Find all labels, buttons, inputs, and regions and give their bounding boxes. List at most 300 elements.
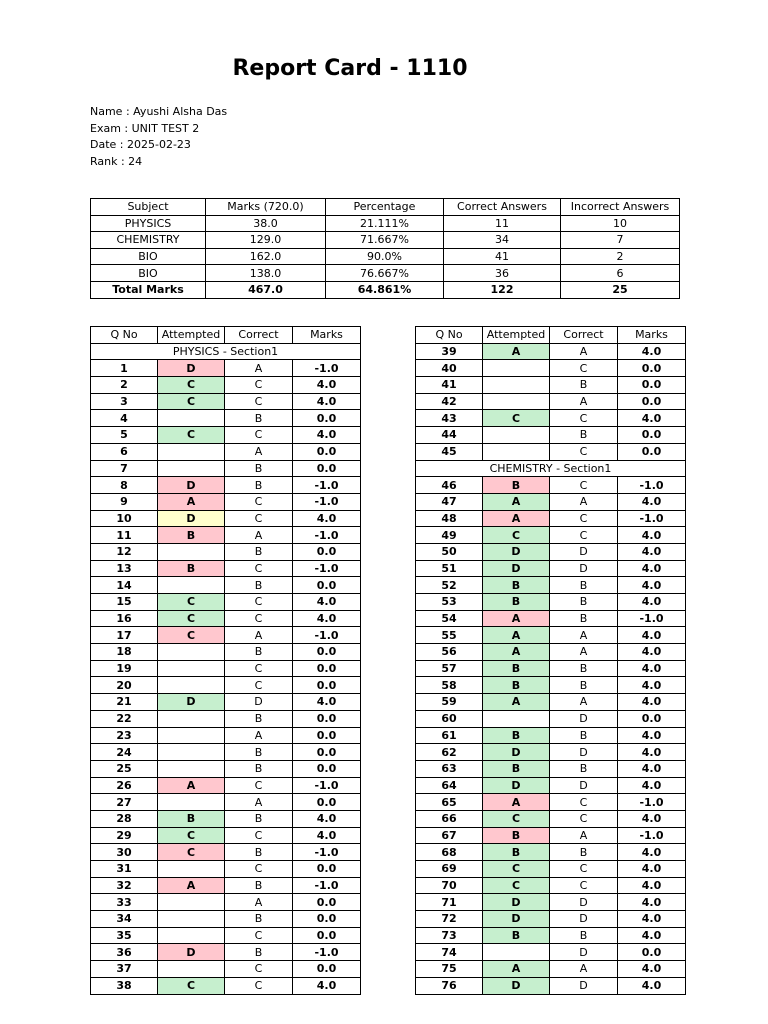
answer-row xyxy=(416,410,686,427)
attempted-answer xyxy=(158,727,225,744)
answer-row xyxy=(91,410,361,427)
correct-answer: A xyxy=(225,443,293,460)
question-number: 33 xyxy=(91,894,158,911)
correct-answer: C xyxy=(225,510,293,527)
question-number: 6 xyxy=(91,443,158,460)
correct-answer: D xyxy=(550,911,618,928)
correct-answer: A xyxy=(225,360,293,377)
question-number: 61 xyxy=(416,727,483,744)
correct-answer: D xyxy=(550,560,618,577)
marks: 0.0 xyxy=(618,393,686,410)
answer-row xyxy=(416,944,686,961)
question-number: 67 xyxy=(416,827,483,844)
question-number: 76 xyxy=(416,977,483,994)
attempted-answer: A xyxy=(483,343,550,360)
correct-answer: A xyxy=(225,894,293,911)
attempted-answer: C xyxy=(158,393,225,410)
correct-answer: C xyxy=(550,877,618,894)
answer-row xyxy=(91,961,361,978)
answer-row xyxy=(91,560,361,577)
marks: 4.0 xyxy=(293,510,361,527)
answer-row xyxy=(91,460,361,477)
answer-row xyxy=(416,427,686,444)
summary-cell: 41 xyxy=(444,248,561,265)
correct-answer: B xyxy=(550,727,618,744)
question-number: 15 xyxy=(91,594,158,611)
correct-answer: C xyxy=(550,360,618,377)
marks: 4.0 xyxy=(618,343,686,360)
correct-answer: B xyxy=(550,377,618,394)
marks: 4.0 xyxy=(618,744,686,761)
answer-header-row xyxy=(416,327,686,344)
marks: -1.0 xyxy=(293,360,361,377)
answer-row xyxy=(91,777,361,794)
correct-answer: B xyxy=(225,477,293,494)
summary-header-incorrect: Incorrect Answers xyxy=(561,199,680,216)
marks: 4.0 xyxy=(618,927,686,944)
question-number: 72 xyxy=(416,911,483,928)
answer-row xyxy=(91,677,361,694)
marks: 4.0 xyxy=(618,410,686,427)
attempted-answer: C xyxy=(158,844,225,861)
correct-answer: C xyxy=(550,810,618,827)
answer-row xyxy=(416,577,686,594)
summary-cell: 129.0 xyxy=(206,232,326,249)
summary-cell: 38.0 xyxy=(206,215,326,232)
marks: 4.0 xyxy=(618,627,686,644)
marks: -1.0 xyxy=(293,777,361,794)
correct-answer: C xyxy=(225,660,293,677)
attempted-answer: A xyxy=(483,794,550,811)
question-number: 14 xyxy=(91,577,158,594)
summary-cell: BIO xyxy=(91,248,206,265)
attempted-answer: B xyxy=(158,810,225,827)
question-number: 27 xyxy=(91,794,158,811)
correct-answer: C xyxy=(225,927,293,944)
correct-answer: A xyxy=(550,694,618,711)
answer-row xyxy=(91,427,361,444)
correct-answer: B xyxy=(225,644,293,661)
marks: -1.0 xyxy=(293,844,361,861)
answer-row xyxy=(416,677,686,694)
attempted-answer: B xyxy=(483,677,550,694)
answer-row xyxy=(91,727,361,744)
attempted-answer: A xyxy=(158,493,225,510)
marks: 4.0 xyxy=(618,577,686,594)
marks: 0.0 xyxy=(293,410,361,427)
marks: 4.0 xyxy=(618,527,686,544)
question-number: 46 xyxy=(416,477,483,494)
summary-header-correct: Correct Answers xyxy=(444,199,561,216)
correct-answer: B xyxy=(225,577,293,594)
question-number: 7 xyxy=(91,460,158,477)
answer-row xyxy=(416,493,686,510)
attempted-answer xyxy=(483,360,550,377)
question-number: 75 xyxy=(416,961,483,978)
marks: 4.0 xyxy=(618,760,686,777)
answer-row xyxy=(91,610,361,627)
attempted-answer: C xyxy=(158,427,225,444)
summary-total-cell: 122 xyxy=(444,281,561,298)
question-number: 29 xyxy=(91,827,158,844)
question-number: 47 xyxy=(416,493,483,510)
header-attempted: Attempted xyxy=(158,327,225,344)
correct-answer: C xyxy=(550,794,618,811)
correct-answer: C xyxy=(225,560,293,577)
correct-answer: D xyxy=(550,744,618,761)
section-title: CHEMISTRY - Section1 xyxy=(416,460,686,477)
marks: 4.0 xyxy=(618,644,686,661)
marks: 0.0 xyxy=(293,727,361,744)
answer-row xyxy=(91,594,361,611)
answer-row xyxy=(91,527,361,544)
marks: 4.0 xyxy=(618,493,686,510)
summary-cell: 71.667% xyxy=(326,232,444,249)
marks: 0.0 xyxy=(618,377,686,394)
answer-row xyxy=(416,510,686,527)
correct-answer: C xyxy=(550,477,618,494)
header-correct: Correct xyxy=(550,327,618,344)
question-number: 18 xyxy=(91,644,158,661)
attempted-answer: B xyxy=(483,594,550,611)
attempted-answer: B xyxy=(483,660,550,677)
marks: -1.0 xyxy=(618,827,686,844)
question-number: 66 xyxy=(416,810,483,827)
attempted-answer: C xyxy=(483,410,550,427)
summary-cell: 10 xyxy=(561,215,680,232)
marks: 4.0 xyxy=(618,810,686,827)
correct-answer: A xyxy=(225,727,293,744)
attempted-answer: A xyxy=(483,961,550,978)
question-number: 40 xyxy=(416,360,483,377)
attempted-answer xyxy=(158,744,225,761)
question-number: 64 xyxy=(416,777,483,794)
question-number: 58 xyxy=(416,677,483,694)
marks: -1.0 xyxy=(293,944,361,961)
answer-row xyxy=(416,527,686,544)
summary-cell: 138.0 xyxy=(206,265,326,282)
attempted-answer xyxy=(483,393,550,410)
marks: -1.0 xyxy=(618,610,686,627)
marks: 0.0 xyxy=(618,710,686,727)
correct-answer: C xyxy=(225,427,293,444)
answer-row xyxy=(91,577,361,594)
correct-answer: A xyxy=(550,343,618,360)
attempted-answer xyxy=(158,577,225,594)
correct-answer: C xyxy=(550,410,618,427)
marks: 4.0 xyxy=(618,961,686,978)
marks: 4.0 xyxy=(293,810,361,827)
marks: 4.0 xyxy=(618,877,686,894)
question-number: 32 xyxy=(91,877,158,894)
marks: 0.0 xyxy=(293,543,361,560)
question-number: 45 xyxy=(416,443,483,460)
question-number: 52 xyxy=(416,577,483,594)
attempted-answer: B xyxy=(483,827,550,844)
question-number: 9 xyxy=(91,493,158,510)
answer-row xyxy=(91,660,361,677)
correct-answer: B xyxy=(225,944,293,961)
answer-row xyxy=(416,927,686,944)
attempted-answer: D xyxy=(158,694,225,711)
question-number: 19 xyxy=(91,660,158,677)
correct-answer: D xyxy=(550,977,618,994)
correct-answer: B xyxy=(225,911,293,928)
summary-row xyxy=(91,215,680,232)
summary-total-cell: 25 xyxy=(561,281,680,298)
attempted-answer: C xyxy=(158,594,225,611)
answer-row xyxy=(416,777,686,794)
correct-answer: B xyxy=(550,677,618,694)
summary-cell: PHYSICS xyxy=(91,215,206,232)
question-number: 43 xyxy=(416,410,483,427)
attempted-answer xyxy=(158,710,225,727)
question-number: 71 xyxy=(416,894,483,911)
question-number: 35 xyxy=(91,927,158,944)
attempted-answer xyxy=(158,961,225,978)
answer-row xyxy=(91,543,361,560)
answer-row xyxy=(416,360,686,377)
answer-row xyxy=(91,944,361,961)
correct-answer: B xyxy=(225,410,293,427)
attempted-answer: A xyxy=(158,777,225,794)
correct-answer: D xyxy=(550,710,618,727)
attempted-answer xyxy=(158,644,225,661)
exam-date: Date : 2025-02-23 xyxy=(90,138,191,152)
marks: -1.0 xyxy=(293,560,361,577)
attempted-answer: C xyxy=(483,527,550,544)
answer-row xyxy=(91,760,361,777)
attempted-answer: C xyxy=(158,377,225,394)
summary-cell: CHEMISTRY xyxy=(91,232,206,249)
question-number: 16 xyxy=(91,610,158,627)
answer-row xyxy=(416,760,686,777)
answer-table-left xyxy=(90,326,361,995)
question-number: 24 xyxy=(91,744,158,761)
correct-answer: C xyxy=(225,493,293,510)
question-number: 28 xyxy=(91,810,158,827)
attempted-answer: B xyxy=(158,527,225,544)
summary-cell: 36 xyxy=(444,265,561,282)
attempted-answer: C xyxy=(483,877,550,894)
attempted-answer: D xyxy=(483,560,550,577)
attempted-answer xyxy=(483,710,550,727)
correct-answer: B xyxy=(550,844,618,861)
correct-answer: A xyxy=(550,393,618,410)
marks: 4.0 xyxy=(618,660,686,677)
attempted-answer: B xyxy=(483,727,550,744)
marks: 4.0 xyxy=(293,977,361,994)
attempted-answer xyxy=(158,677,225,694)
answer-row xyxy=(91,510,361,527)
question-number: 49 xyxy=(416,527,483,544)
header-marks: Marks xyxy=(618,327,686,344)
summary-total-cell: 64.861% xyxy=(326,281,444,298)
answer-row xyxy=(91,710,361,727)
marks: -1.0 xyxy=(618,794,686,811)
marks: 0.0 xyxy=(293,861,361,878)
question-number: 70 xyxy=(416,877,483,894)
correct-answer: B xyxy=(550,760,618,777)
marks: 0.0 xyxy=(293,760,361,777)
attempted-answer: C xyxy=(158,827,225,844)
answer-row xyxy=(416,894,686,911)
question-number: 54 xyxy=(416,610,483,627)
answer-row xyxy=(416,644,686,661)
correct-answer: B xyxy=(225,844,293,861)
marks: 4.0 xyxy=(618,777,686,794)
answer-row xyxy=(91,627,361,644)
question-number: 62 xyxy=(416,744,483,761)
attempted-answer: D xyxy=(483,744,550,761)
summary-cell: 6 xyxy=(561,265,680,282)
correct-answer: C xyxy=(225,377,293,394)
correct-answer: C xyxy=(225,861,293,878)
correct-answer: B xyxy=(550,427,618,444)
correct-answer: B xyxy=(550,927,618,944)
marks: -1.0 xyxy=(618,510,686,527)
question-number: 38 xyxy=(91,977,158,994)
correct-answer: B xyxy=(550,610,618,627)
answer-row xyxy=(416,477,686,494)
attempted-answer: B xyxy=(483,927,550,944)
marks: 4.0 xyxy=(293,393,361,410)
summary-cell: 7 xyxy=(561,232,680,249)
answer-row xyxy=(91,744,361,761)
question-number: 5 xyxy=(91,427,158,444)
answer-row xyxy=(91,644,361,661)
header-correct: Correct xyxy=(225,327,293,344)
attempted-answer xyxy=(158,410,225,427)
answer-rows-right xyxy=(416,343,686,994)
marks: 4.0 xyxy=(618,911,686,928)
attempted-answer xyxy=(158,927,225,944)
marks: 0.0 xyxy=(293,677,361,694)
marks: -1.0 xyxy=(293,493,361,510)
marks: 0.0 xyxy=(618,944,686,961)
question-number: 36 xyxy=(91,944,158,961)
attempted-answer xyxy=(158,794,225,811)
summary-cell: BIO xyxy=(91,265,206,282)
attempted-answer: A xyxy=(483,510,550,527)
correct-answer: D xyxy=(550,777,618,794)
attempted-answer: B xyxy=(483,760,550,777)
attempted-answer: D xyxy=(483,543,550,560)
correct-answer: A xyxy=(225,627,293,644)
attempted-answer xyxy=(483,377,550,394)
answer-row xyxy=(91,810,361,827)
summary-header-row xyxy=(91,199,680,216)
answer-row xyxy=(416,794,686,811)
marks: 4.0 xyxy=(618,861,686,878)
answer-row xyxy=(416,977,686,994)
section-header-row xyxy=(91,343,361,360)
correct-answer: B xyxy=(225,810,293,827)
answer-row xyxy=(416,710,686,727)
attempted-answer: D xyxy=(158,944,225,961)
answer-row xyxy=(416,877,686,894)
marks: 0.0 xyxy=(293,460,361,477)
summary-total-cell: 467.0 xyxy=(206,281,326,298)
answer-row xyxy=(416,911,686,928)
answer-row xyxy=(91,493,361,510)
correct-answer: C xyxy=(225,777,293,794)
marks: 0.0 xyxy=(293,744,361,761)
question-number: 12 xyxy=(91,543,158,560)
question-number: 23 xyxy=(91,727,158,744)
question-number: 56 xyxy=(416,644,483,661)
marks: 4.0 xyxy=(618,594,686,611)
answer-row xyxy=(91,911,361,928)
correct-answer: A xyxy=(550,493,618,510)
attempted-answer: A xyxy=(483,493,550,510)
attempted-answer xyxy=(158,460,225,477)
marks: 0.0 xyxy=(293,911,361,928)
correct-answer: C xyxy=(225,677,293,694)
answer-row xyxy=(416,810,686,827)
correct-answer: C xyxy=(225,610,293,627)
attempted-answer: D xyxy=(158,477,225,494)
attempted-answer: B xyxy=(483,844,550,861)
attempted-answer: D xyxy=(483,977,550,994)
correct-answer: B xyxy=(225,877,293,894)
marks: 0.0 xyxy=(293,443,361,460)
summary-total-cell: Total Marks xyxy=(91,281,206,298)
question-number: 53 xyxy=(416,594,483,611)
question-number: 59 xyxy=(416,694,483,711)
correct-answer: C xyxy=(225,961,293,978)
answer-row xyxy=(416,343,686,360)
attempted-answer: A xyxy=(483,610,550,627)
question-number: 73 xyxy=(416,927,483,944)
answer-rows-left xyxy=(91,343,361,994)
question-number: 39 xyxy=(416,343,483,360)
correct-answer: B xyxy=(225,460,293,477)
attempted-answer xyxy=(158,543,225,560)
answer-row xyxy=(416,727,686,744)
marks: 4.0 xyxy=(293,594,361,611)
marks: 0.0 xyxy=(293,710,361,727)
attempted-answer: D xyxy=(483,911,550,928)
marks: 4.0 xyxy=(293,694,361,711)
attempted-answer: A xyxy=(483,627,550,644)
marks: 0.0 xyxy=(618,360,686,377)
attempted-answer: D xyxy=(483,777,550,794)
answer-row xyxy=(91,827,361,844)
question-number: 31 xyxy=(91,861,158,878)
attempted-answer: B xyxy=(158,560,225,577)
marks: 0.0 xyxy=(293,660,361,677)
summary-cell: 2 xyxy=(561,248,680,265)
marks: 0.0 xyxy=(293,644,361,661)
marks: 4.0 xyxy=(293,377,361,394)
summary-cell: 11 xyxy=(444,215,561,232)
question-number: 10 xyxy=(91,510,158,527)
answer-row xyxy=(416,627,686,644)
correct-answer: A xyxy=(550,644,618,661)
marks: 0.0 xyxy=(618,443,686,460)
attempted-answer: D xyxy=(158,510,225,527)
correct-answer: C xyxy=(225,594,293,611)
question-number: 51 xyxy=(416,560,483,577)
student-name: Name : Ayushi Alsha Das xyxy=(90,105,228,118)
correct-answer: B xyxy=(550,660,618,677)
question-number: 44 xyxy=(416,427,483,444)
question-number: 55 xyxy=(416,627,483,644)
attempted-answer xyxy=(158,443,225,460)
attempted-answer: A xyxy=(158,877,225,894)
summary-row xyxy=(91,232,680,249)
